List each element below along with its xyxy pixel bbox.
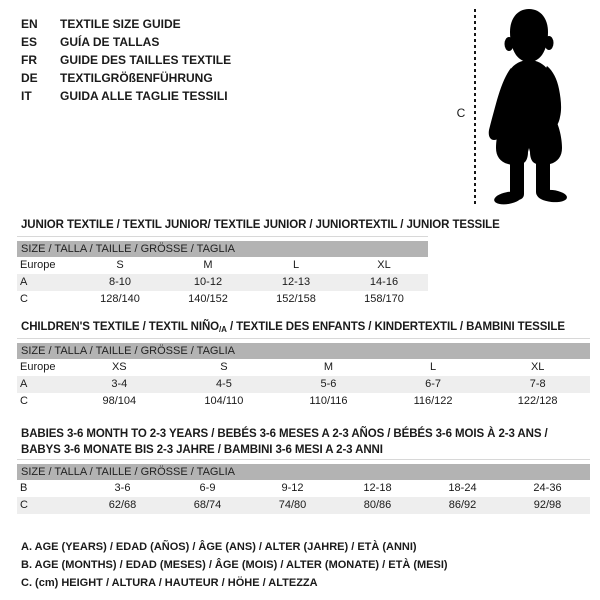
age-cell: 6-7 — [425, 378, 442, 390]
age-cell: 12-18 — [363, 482, 392, 494]
lang-row-fr — [21, 51, 231, 69]
babies-table-title — [21, 426, 548, 458]
table-row-age — [17, 274, 428, 291]
height-measure-label: C — [456, 106, 466, 120]
height-cell: 80/86 — [363, 499, 392, 511]
size-header-row: SIZE / TALLA / TAILLE / GRÖSSE / TAGLIA — [17, 241, 428, 257]
age-cell: 12-13 — [281, 276, 311, 288]
table-row-age — [17, 376, 590, 393]
lang-text: GUÍA DE TALLAS — [60, 35, 160, 49]
age-cell: 3-6 — [114, 482, 131, 494]
row-label: A — [20, 276, 28, 288]
lang-code: FR — [21, 53, 37, 67]
age-cell: 4-5 — [215, 378, 232, 390]
age-cell: 5-6 — [320, 378, 337, 390]
lang-code: EN — [21, 17, 38, 31]
size-cell: XS — [111, 361, 127, 373]
lang-text: GUIDE DES TAILLES TEXTILE — [60, 53, 232, 67]
footnote-b: B. AGE (MONTHS) / EDAD (MESES) / ÂGE (MOIS) / ALTER (MONATE) / ETÀ (MESI) — [21, 559, 448, 571]
baby-silhouette-icon — [482, 6, 580, 211]
size-header-row: SIZE / TALLA / TAILLE / GRÖSSE / TAGLIA — [17, 343, 590, 359]
height-cell: 110/116 — [309, 395, 348, 407]
table-row-europe — [17, 359, 590, 376]
lang-code: IT — [21, 89, 32, 103]
lang-row-en — [21, 15, 231, 33]
lang-row-de — [21, 69, 231, 87]
children-size-table — [17, 338, 590, 410]
size-cell: XL — [377, 259, 391, 271]
height-measure-dotted-line — [474, 9, 476, 205]
title-part: CHILDREN'S TEXTILE / TEXTIL NIÑO — [21, 321, 220, 333]
height-cell: 98/104 — [102, 395, 137, 407]
babies-title-line1: BABIES 3-6 MONTH TO 2-3 YEARS / BEBÉS 3-6 MESES A 2-3 AÑOS / BÉBÉS 3-6 MOIS À 2-3 ANS / — [21, 428, 548, 440]
height-cell: 140/152 — [188, 293, 228, 305]
height-cell: 128/140 — [100, 293, 140, 305]
title-part: / TEXTILE DES ENFANTS / KINDERTEXTIL / BAMBINI TESSILE — [226, 321, 565, 333]
age-cell: 6-9 — [199, 482, 216, 494]
height-cell: 92/98 — [533, 499, 562, 511]
lang-text: GUIDA ALLE TAGLIE TESSILI — [60, 89, 228, 103]
row-label: Europe — [20, 361, 56, 373]
lang-text: TEXTILGRÖßENFÜHRUNG — [60, 71, 213, 85]
size-cell: M — [203, 259, 213, 271]
lang-row-es — [21, 33, 231, 51]
size-cell: S — [116, 259, 124, 271]
size-header-row: SIZE / TALLA / TAILLE / GRÖSSE / TAGLIA — [17, 464, 590, 480]
age-cell: 10-12 — [193, 276, 223, 288]
lang-text: TEXTILE SIZE GUIDE — [60, 17, 181, 31]
age-cell: 18-24 — [448, 482, 477, 494]
lang-row-it — [21, 87, 231, 105]
table-row-europe — [17, 257, 428, 274]
row-label: A — [20, 378, 28, 390]
table-row-height — [17, 497, 590, 514]
height-cell: 68/74 — [193, 499, 222, 511]
age-cell: 24-36 — [533, 482, 562, 494]
footnote-c: C. (cm) HEIGHT / ALTURA / HAUTEUR / HÖHE / ALTEZZA — [21, 577, 318, 589]
age-cell: 3-4 — [111, 378, 128, 390]
height-cell: 74/80 — [278, 499, 307, 511]
row-label: C — [20, 395, 28, 407]
height-cell: 104/110 — [204, 395, 244, 407]
language-header — [21, 15, 231, 105]
height-cell: 152/158 — [276, 293, 316, 305]
height-cell: 86/92 — [448, 499, 477, 511]
size-cell: M — [323, 361, 334, 373]
height-cell: 116/122 — [413, 395, 453, 407]
junior-size-table — [17, 236, 428, 308]
age-cell: 14-16 — [369, 276, 399, 288]
lang-code: DE — [21, 71, 38, 85]
table-row-height — [17, 291, 428, 308]
height-cell: 158/170 — [364, 293, 404, 305]
row-label: Europe — [20, 259, 56, 271]
age-cell: 8-10 — [108, 276, 132, 288]
junior-table-title: JUNIOR TEXTILE / TEXTIL JUNIOR/ TEXTILE JUNIOR / JUNIORTEXTIL / JUNIOR TESSILE — [21, 219, 500, 231]
lang-code: ES — [21, 35, 38, 49]
height-cell: 62/68 — [108, 499, 137, 511]
babies-title-line2: BABYS 3-6 MONATE BIS 2-3 JAHRE / BAMBINI 3-6 MESI A 2-3 ANNI — [21, 444, 383, 456]
size-cell: S — [220, 361, 228, 373]
size-cell: L — [292, 259, 300, 271]
age-cell: 7-8 — [529, 378, 546, 390]
babies-size-table — [17, 459, 590, 514]
height-cell: 122/128 — [517, 395, 558, 407]
size-cell: XL — [530, 361, 545, 373]
row-label: C — [20, 293, 28, 305]
table-row-height — [17, 393, 590, 410]
footnotes — [21, 538, 448, 592]
title-sub: /A — [219, 325, 227, 334]
table-row-age-months — [17, 480, 590, 497]
age-cell: 9-12 — [281, 482, 304, 494]
footnote-a: A. AGE (YEARS) / EDAD (AÑOS) / ÂGE (ANS) / ALTER (JAHRE) / ETÀ (ANNI) — [21, 541, 417, 553]
row-label: C — [20, 499, 28, 511]
size-cell: L — [430, 361, 437, 373]
children-table-title — [21, 319, 565, 338]
row-label: B — [20, 482, 28, 494]
